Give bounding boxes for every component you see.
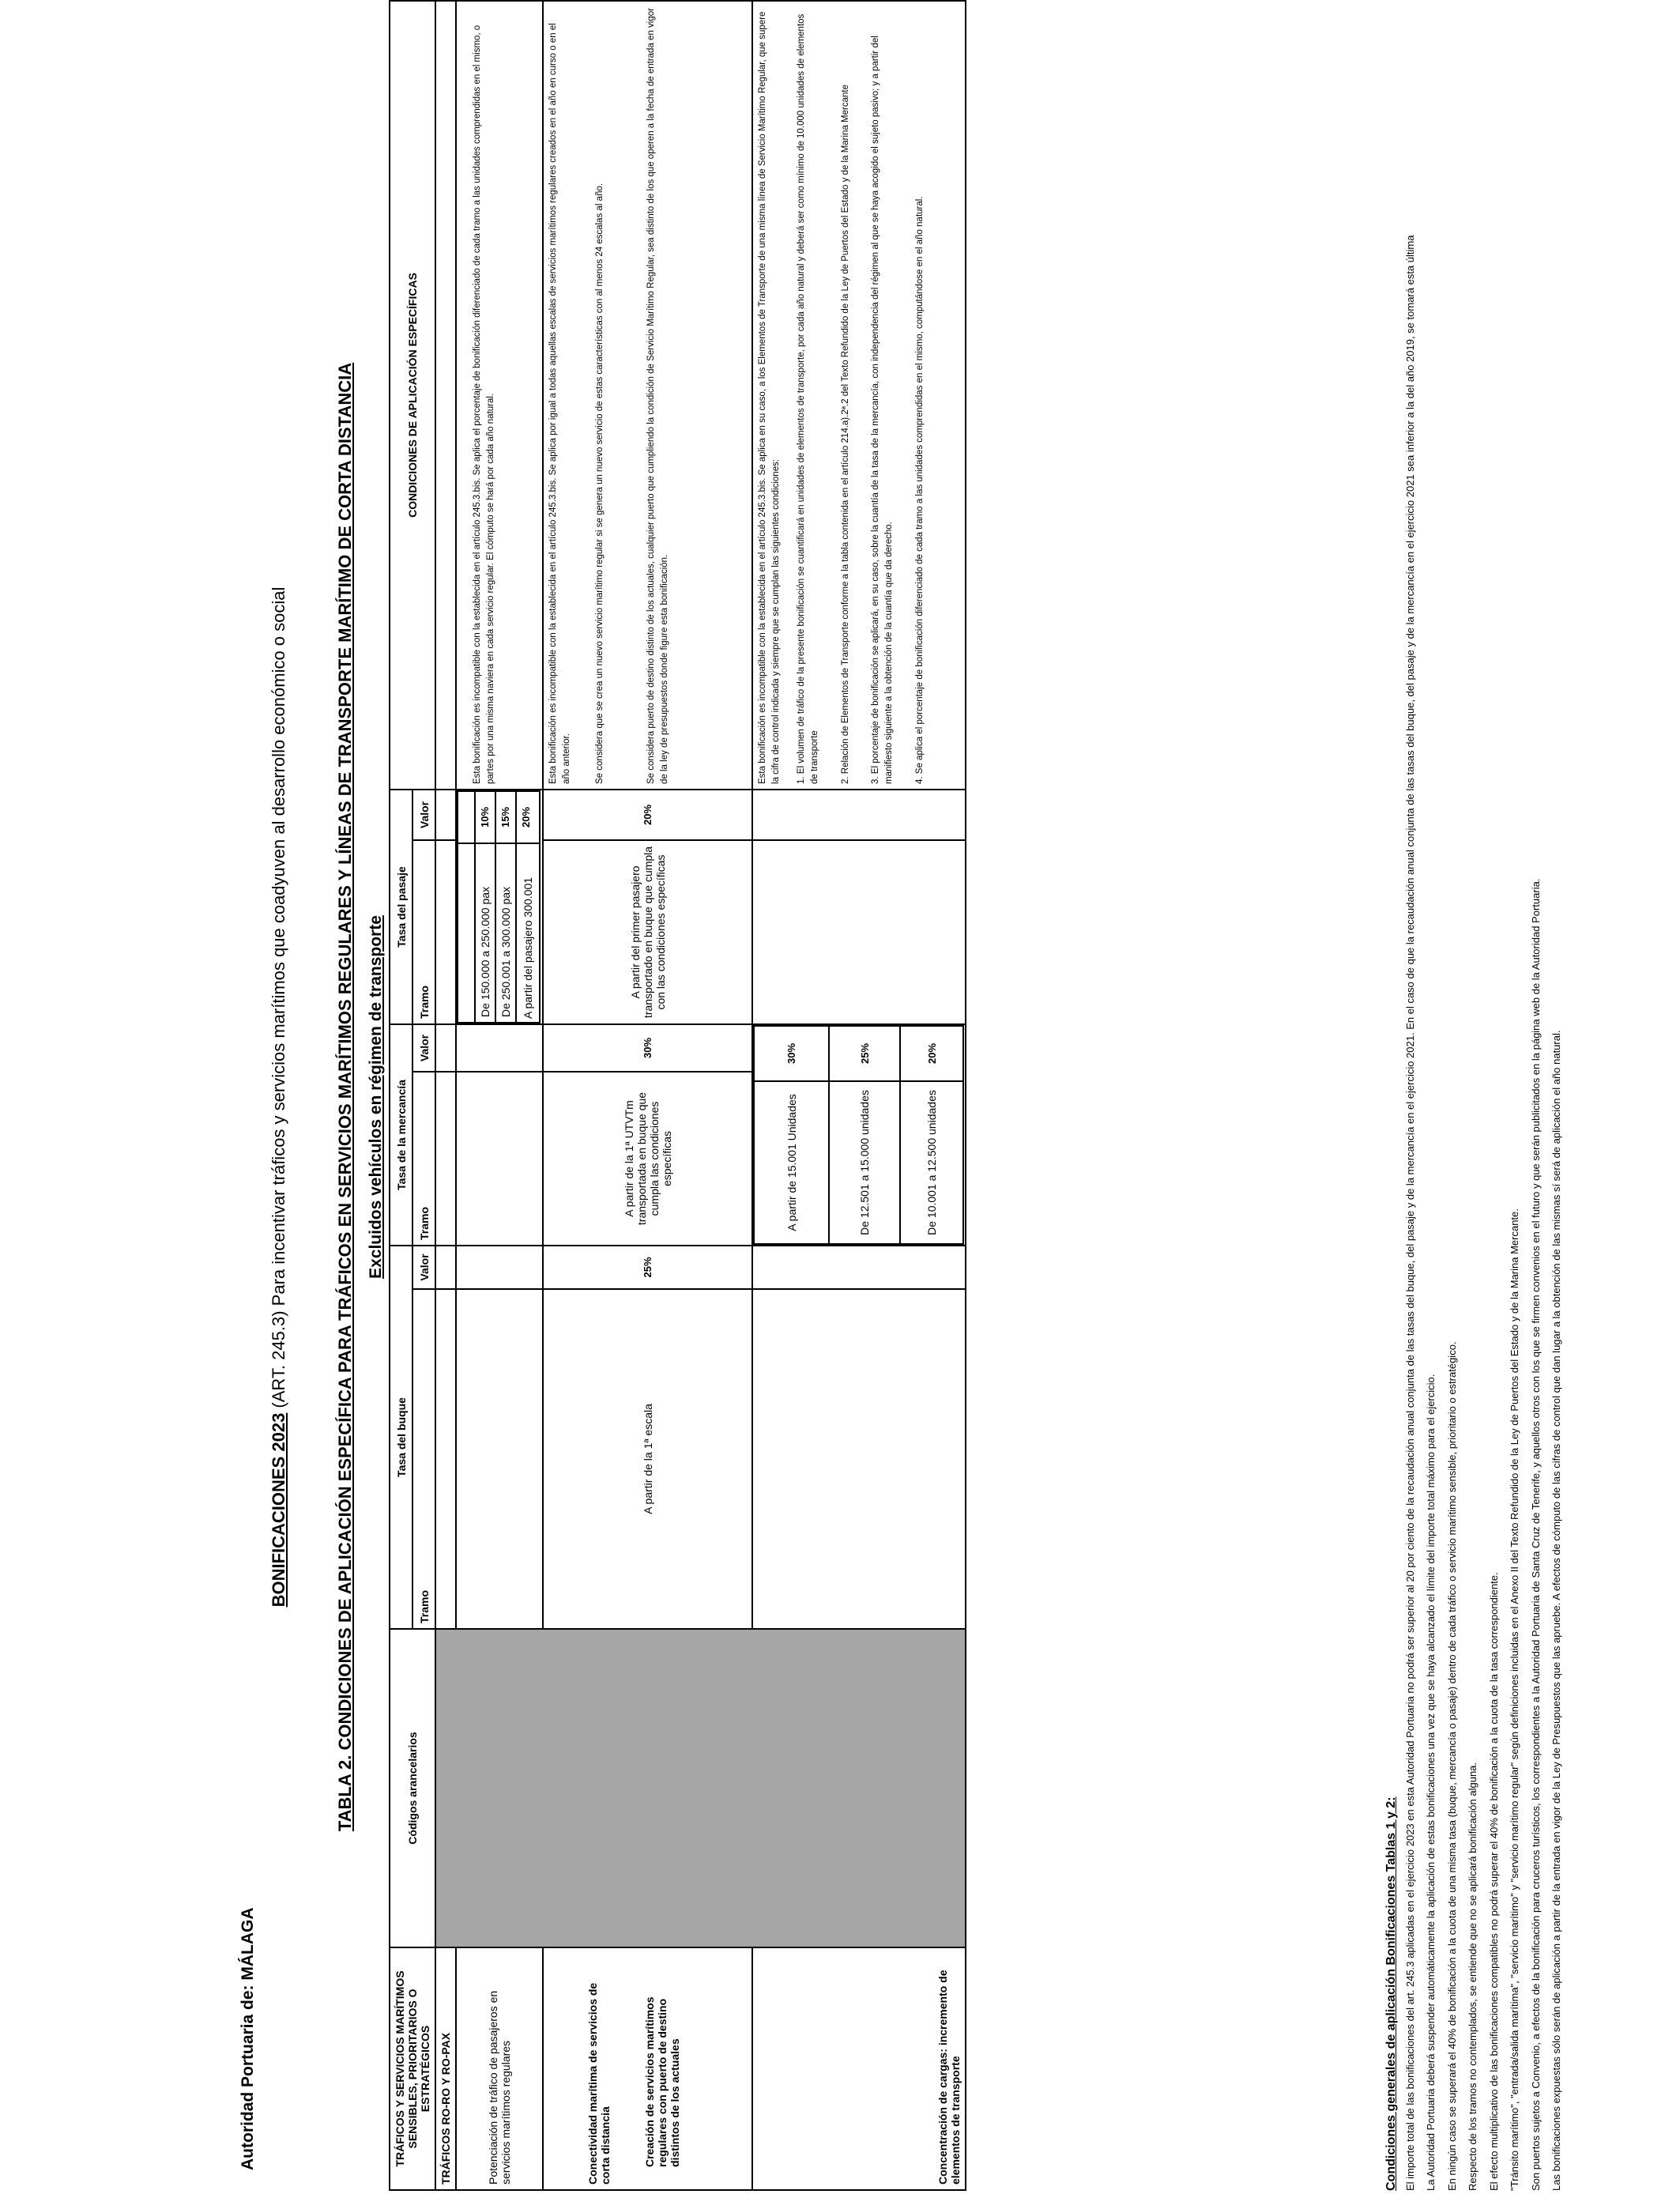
pax-tramo-1: De 150.000 a 250.000 pax (475, 843, 495, 1023)
header-ship-tramo: Tramo (412, 1289, 435, 1629)
connectivity-ship-tramo: A partir de la 1ª escala (543, 1289, 752, 1629)
bonus-table (389, 0, 966, 2191)
pax-tramo-row (516, 791, 540, 1023)
header-codes: Códigos arancelarios (390, 1629, 435, 1947)
note-item: Respecto de los tramos no contemplados, se entiende que no se aplicará bonificación alguna. (1467, 1762, 1479, 2191)
note-item: En ningún caso se superará el 40% de bonificación a la cuota de una misma tasa (buque, mercancía o pasaje) dentro de cada tráfico o servicio marítimo sensible, prioritario o estratégico. (1445, 1341, 1458, 2191)
connectivity-pax-tramo: A partir del primer pasajero transportado en buque que cumpla con las condiciones específicas (543, 840, 752, 1024)
connectivity-ship-valor: 25% (543, 1246, 752, 1289)
authority-label: Autoridad Portuaria de: MÁLAGA (239, 1907, 257, 2170)
cargo-tramo-row (900, 1026, 963, 1244)
note-item: El importe total de las bonificaciones del art. 245.3 aplicadas en el ejercicio 2023 en esta Autoridad Portuaria no podrá ser superior al 20 por ciento de la recaudación anual conjunta de las tasas del buque, del pasaje y de la mercancía en el ejercicio 2021. En el caso de que la recaudación anual conjunta de las tasas del buque, del pasaje y de la mercancía en el ejercicio 2021 sea inferior a la del año 2019, se tomará esta última (1403, 235, 1416, 2191)
cargo-condition-4: 3. El porcentaje de bonificación se aplicará, en su caso, sobre la cuantía de la tasa de la mercancía, con independencia del régimen al que se haya acogido el sujeto pasivo; y a partir del manifiesto siguiente a la obtención de la cuantía que da derecho. (871, 36, 895, 784)
connectivity-goods-tramo: A partir de la 1ª UTVTm transportada en buque que cumpla las condiciones específicas (543, 1072, 752, 1246)
cargo-condition-2: 1. El volumen de tráfico de la presente bonificación se cuantificará en unidades de elementos de transporte, por cada año natural y deberá ser como mínimo de 10.000 unidades de elementos de transporte (797, 13, 820, 784)
note-item: Son puertos sujetos a Convenio, a efectos de la bonificación para cruceros turísticos, los correspondientes a la Autoridad Portuaria de Santa Cruz de Tenerife, y aquellos otros con los que se firmen convenios en el futuro y que serán publicitados en la página web de la Autoridad Portuaria. (1529, 878, 1542, 2191)
connectivity-condition-2: Se considera que se crea un nuevo servicio marítimo regular si se genera un nuevo servicio de estas características con al menos 24 escalas al año. (595, 183, 605, 784)
header-pax-fee: Tasa del pasaje (390, 790, 412, 1024)
section-header: TRÁFICOS RO-RO Y RO-PAX (435, 1947, 456, 2190)
connectivity-condition-3: Se considera puerto de destino distinto de los actuales, cualquier puerto que cumpliendo la condición de Servicio Marítimo Regular, sea distinto de los que operen a la fecha de entrada en vigor de la ley de presupuestos donde figure esta bonificación. (646, 8, 669, 784)
pax-valor-2: 15% (495, 791, 516, 843)
pax-tramo-row (495, 791, 516, 1023)
connectivity-label: Conectividad marítima de servicios de corta distancia (586, 1982, 612, 2185)
note-item: Las bonificaciones expuestas sólo serán de aplicación a partir de la entrada en vigor de la Ley de Presupuestos que las apruebe. A efectos de cómputo de las cifras de control que dan lugar a la obtención de las mismas sí será de aplicación el año natural. (1550, 1030, 1563, 2191)
pax-valor-3: 20% (516, 791, 540, 843)
header-pax-tramo: Tramo (412, 840, 435, 1024)
header-article: (ART. 245.3) (269, 1310, 288, 1408)
cargo-tramo-1: A partir de 15.001 Unidades (754, 1081, 829, 1244)
header-ship-fee: Tasa del buque (390, 1246, 412, 1629)
pax-tramo-3: A partir del pasajero 300.001 (516, 843, 540, 1023)
cargo-condition-3: 2. Relación de Elementos de Transporte conforme a la tabla contenida en el artículo 214.a).2ª.2 del Texto Refundido de la Ley de Puertos del Estado y de la Marina Mercante (840, 85, 850, 784)
header-goods-fee: Tasa de la mercancía (390, 1024, 412, 1246)
cargo-tramo-row (829, 1026, 900, 1244)
cargo-valor-3: 20% (900, 1026, 963, 1081)
pax-condition: Esta bonificación es incompatible con la establecida en el artículo 245.3.bis. Se aplica el porcentaje de bonificación diferenciado de cada tramo a las unidades comprendidas en el mismo, o partes por una misma naviera en cada servicio regular. El cómputo se hará por cada año natural. (456, 1, 543, 790)
header-title: BONIFICACIONES 2023 (269, 1412, 288, 1608)
note-item: La Autoridad Portuaria deberá suspender automáticamente la aplicación de estas bonificaciones una vez que se haya alcanzado el límite del importe total máximo para el ejercicio. (1425, 1374, 1437, 2191)
connectivity-sublabel: Creación de servicios marítimos regulares con puerto de destino distintos de los actuales (643, 1996, 681, 2167)
pax-valor-1: 10% (475, 791, 495, 843)
cargo-tramo-3: De 10.001 a 12.500 unidades (900, 1081, 963, 1244)
general-conditions (1383, 9, 1571, 2191)
notes-title: Condiciones generales de aplicación Bonificaciones Tablas 1 y 2: (1384, 1796, 1398, 2191)
cargo-condition-5: 4. Se aplica el porcentaje de bonificación diferenciado de cada tramo a las unidades comprendidas en el mismo, computándose en el año natural. (914, 196, 925, 784)
cargo-label: Concentración de cargas: incremento de elementos de transporte (752, 1947, 966, 2190)
header-ship-valor: Valor (412, 1246, 435, 1289)
header-goods-valor: Valor (412, 1024, 435, 1072)
header-conditions: CONDICIONES DE APLICACIÓN ESPECÍFICAS (390, 1, 435, 790)
document-header (269, 0, 289, 2194)
connectivity-condition-1: Esta bonificación es incompatible con la establecida en el artículo 245.3.bis. Se aplica por igual a todas aquellas escalas de servicios marítimos regulares creados en el año en curso o en el año anterior. (548, 23, 571, 784)
connectivity-goods-valor: 30% (543, 1024, 752, 1072)
header-pax-valor: Valor (412, 790, 435, 840)
note-item: "Tránsito marítimo", "entrada/salida marítima", "servicio marítimo" y "servicio marítimo regular" según definiciones incluidas en el Anexo II del Texto Refundido de la Ley de Puertos del Estado y de la Marina Mercante. (1509, 1208, 1521, 2191)
header-row-1 (390, 1, 412, 2190)
header-traffic: TRÁFICOS Y SERVICIOS MARÍTIMOS SENSIBLES, PRIORITARIOS O ESTRATÉGICOS (390, 1947, 435, 2190)
header-goods-tramo: Tramo (412, 1072, 435, 1246)
pax-label: Potenciación de tráfico de pasajeros en servicios marítimos regulares (456, 1947, 543, 2190)
cargo-condition-1: Esta bonificación es incompatible con la establecida en el artículo 245.3.bis. Se aplica en su caso, a los Elementos de Transporte de una misma línea de Servicio Marítimo Regular, que supere la cifra de control indicada y siempre que se cumplan las siguientes condiciones: (758, 11, 781, 784)
table-subtitle: Excluidos vehículos en régimen de transporte (367, 915, 385, 1279)
cargo-valor-2: 25% (829, 1026, 900, 1081)
cargo-tramo-2: De 12.501 a 15.000 unidades (829, 1081, 900, 1244)
table-title: TABLA 2. CONDICIONES DE APLICACIÓN ESPECÍFICA PARA TRÁFICOS EN SERVICIOS MARÍTIMOS REGULARES Y LÍNEAS DE TRANSPORTE MARÍTIMO DE CORTA DISTANCIA (335, 362, 355, 1832)
cargo-valor-1: 30% (754, 1026, 829, 1081)
section-row (435, 1, 456, 2190)
codes-gray-cell (435, 1629, 966, 1947)
connectivity-pax-valor: 20% (543, 790, 752, 840)
header-description: Para incentivar tráficos y servicios marítimos que coadyuven al desarrollo económico o social (269, 586, 288, 1306)
note-item: El efecto multiplicativo de las bonificaciones compatibles no podrá superar el 40% de bonificación a la cuota de la tasa correspondiente. (1487, 1572, 1500, 2191)
pax-tramo-2: De 250.001 a 300.000 pax (495, 843, 516, 1023)
cargo-tramo-row (754, 1026, 829, 1244)
pax-tramo-row (475, 791, 495, 1023)
